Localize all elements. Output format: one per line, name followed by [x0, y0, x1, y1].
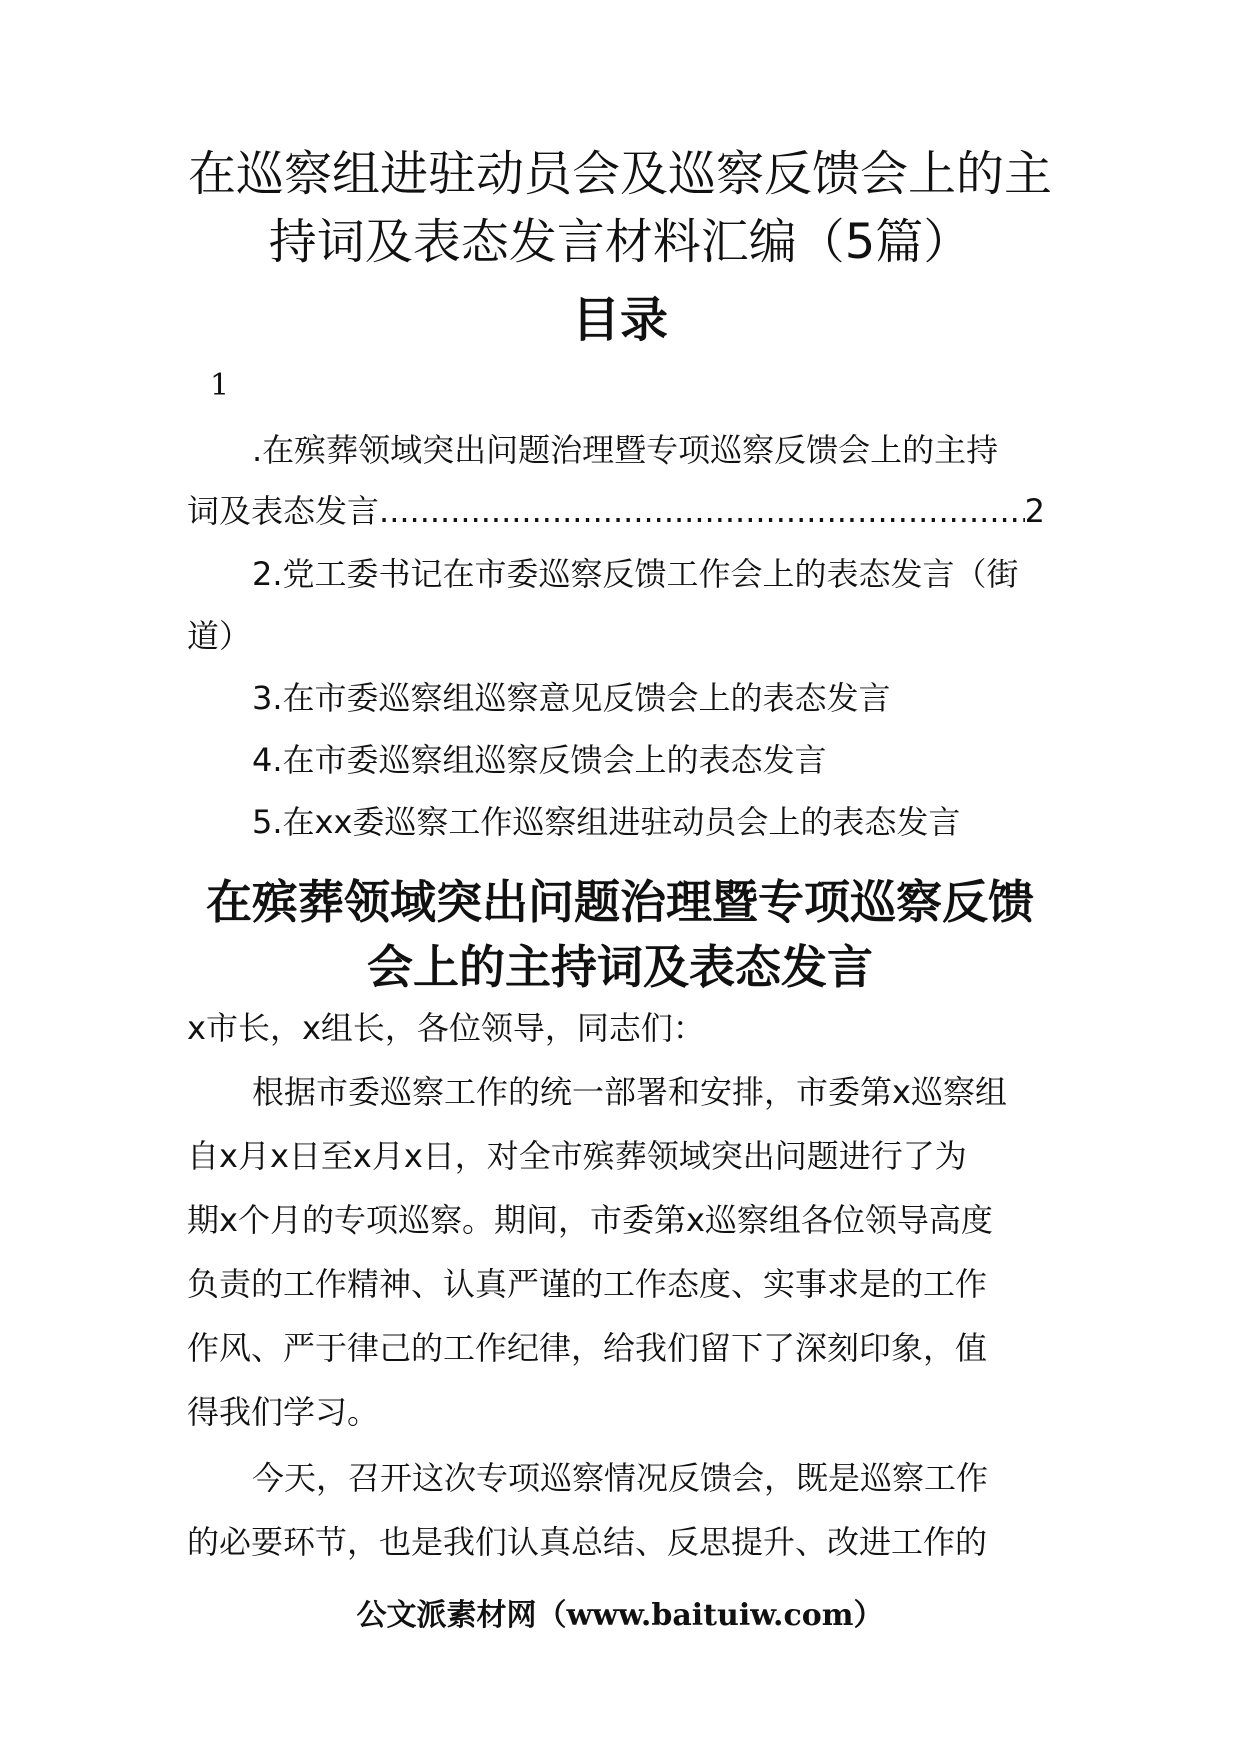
paragraph-1-line-6: 得我们学习。: [187, 1393, 380, 1431]
section-title-line-2: 会上的主持词及表态发言: [367, 940, 873, 994]
toc-item-2-line-1[interactable]: 2.党工委书记在市委巡察反馈工作会上的表态发言（街: [252, 555, 1019, 593]
paragraph-1-line-1: 根据市委巡察工作的统一部署和安排，市委第x巡察组: [252, 1073, 1007, 1111]
paragraph-1-line-5: 作风、严于律己的工作纪律，给我们留下了深刻印象，值: [187, 1329, 988, 1367]
paragraph-1-line-4: 负责的工作精神、认真严谨的工作态度、实事求是的工作: [187, 1265, 988, 1303]
toc-item-1-line-1[interactable]: .在殡葬领域突出问题治理暨专项巡察反馈会上的主持: [252, 431, 999, 469]
toc-leader-dots: [379, 489, 1025, 533]
toc-item-2-line-2[interactable]: 道）: [187, 617, 252, 655]
toc-item-1-page: 2: [1024, 492, 1045, 530]
toc-item-4[interactable]: 4.在市委巡察组巡察反馈会上的表态发言: [252, 741, 827, 779]
section-title-line-1: 在殡葬领域突出问题治理暨专项巡察反馈: [206, 875, 1034, 929]
salutation: x市长，x组长，各位领导，同志们：: [187, 1009, 705, 1047]
paragraph-2-line-2: 的必要环节，也是我们认真总结、反思提升、改进工作的: [187, 1523, 988, 1561]
toc-item-1-line-2[interactable]: [187, 489, 1045, 533]
toc-item-5[interactable]: 5.在xx委巡察工作巡察组进驻动员会上的表态发言: [252, 803, 961, 841]
paragraph-2-line-1: 今天，召开这次专项巡察情况反馈会，既是巡察工作: [252, 1459, 989, 1497]
toc-heading: 目录: [571, 292, 668, 348]
document-title-line-2: 持词及表态发言材料汇编（5篇）: [268, 214, 972, 270]
toc-item-3[interactable]: 3.在市委巡察组巡察意见反馈会上的表态发言: [252, 679, 891, 717]
toc-item-1-text: 词及表态发言: [187, 492, 380, 530]
footer-watermark: 公文派素材网（www.baituiw.com）: [356, 1598, 884, 1633]
toc-number: 1: [210, 368, 230, 403]
paragraph-1-line-3: 期x个月的专项巡察。期间，市委第x巡察组各位领导高度: [187, 1201, 993, 1239]
document-title-line-1: 在巡察组进驻动员会及巡察反馈会上的主: [187, 146, 1052, 202]
paragraph-1-line-2: 自x月x日至x月x日，对全市殡葬领域突出问题进行了为: [187, 1137, 967, 1175]
